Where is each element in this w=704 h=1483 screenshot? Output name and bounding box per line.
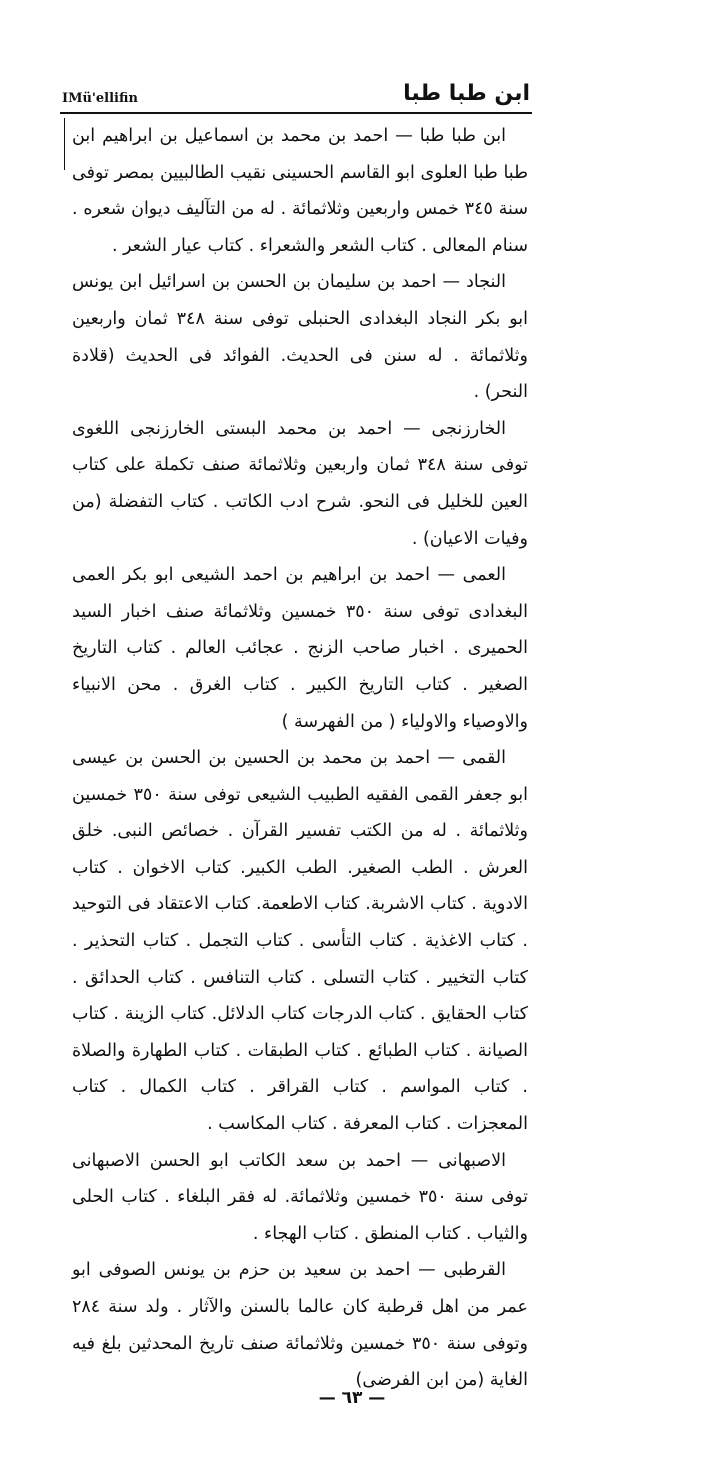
running-head-left: IMü'ellifin bbox=[62, 91, 138, 106]
running-head-right: ابن طبا طبا bbox=[403, 81, 530, 106]
entry-al-najjad bbox=[72, 264, 528, 410]
entry-al-ammi bbox=[72, 557, 528, 740]
page-body bbox=[72, 118, 528, 1399]
page-number: — ٦٣ — bbox=[318, 1388, 386, 1408]
entry-text: الاصبهانى — احمد بن سعد الكاتب ابو الحسن الاصبهانى توفى سنة ٣٥٠ خمسين وثلاثمائة. له فقر البلغاء . كتاب الحلى والثياب . كتاب المنطق . كتاب الهجاء . bbox=[72, 1150, 528, 1244]
entry-al-qurtubi bbox=[72, 1252, 528, 1398]
entry-text: القرطبى — احمد بن سعيد بن حزم بن يونس الصوفى ابو عمر من اهل قرطبة كان عالما بالسنن والآثار . ولد سنة ٢٨٤ وتوفى سنة ٣٥٠ خمسين وثلاثمائة صنف تاريخ المحدثين بلغ فيه الغاية (من ابن الفرضى) bbox=[72, 1260, 528, 1391]
entry-text: ابن طبا طبا — احمد بن محمد بن اسماعيل بن ابراهيم ابن طبا طبا العلوى ابو القاسم الحسينى نقيب الطالبيين بمصر توفى سنة ٣٤٥ خمس واربعين وثلاثمائة . له من التآليف ديوان شعره . سنام المعالى . كتاب الشعر والشعراء . كتاب عيار الشعر . bbox=[72, 126, 528, 256]
entry-text: النجاد — احمد بن سليمان بن الحسن بن اسرائيل ابن يونس ابو بكر النجاد البغدادى الحنبلى توفى سنة ٣٤٨ ثمان واربعين وثلاثمائة . له سنن فى الحديث. الفوائد فى الحديث (قلادة النحر) . bbox=[72, 272, 528, 403]
entry-text: الخارزنجى — احمد بن محمد البستى الخارزنجى اللغوى توفى سنة ٣٤٨ ثمان واربعين وثلاثمائة صنف تكملة على كتاب العين للخليل فى النحو. شرح ادب الكاتب . كتاب التفضلة (من وفيات الاعيان) . bbox=[72, 418, 528, 549]
header-rule bbox=[60, 112, 532, 114]
margin-rule bbox=[64, 118, 65, 170]
entry-ibn-tabataba bbox=[72, 118, 528, 264]
entry-al-kharzanji bbox=[72, 411, 528, 557]
entry-al-qummi bbox=[72, 740, 528, 1143]
entry-al-isbahani bbox=[72, 1143, 528, 1253]
entry-text: القمى — احمد بن محمد بن الحسين بن الحسن بن عيسى ابو جعفر القمى الفقيه الطبيب الشيعى توفى سنة ٣٥٠ خمسين وثلاثمائة . له من الكتب تفسير القرآن . خصائص النبى. خلق العرش . الطب الصغير. الطب الكبير. كتاب الاخوان . كتاب الادوية . كتاب الاشربة. كتاب الاطعمة. كتاب الاعتقاد فى التوحيد . كتاب الاغذية . كتاب التأسى . كتاب التجمل . كتاب التحذير . كتاب التخيير . كتاب التسلى . كتاب التنافس . كتاب الحدائق . كتاب الحقايق . كتاب الدرجات كتاب الدلائل. كتاب الزينة . كتاب الصيانة . كتاب الطبائع . كتاب الطبقات . كتاب الطهارة والصلاة . كتاب المواسم . كتاب القراقر . كتاب الكمال . كتاب المعجزات . كتاب المعرفة . كتاب المكاسب . bbox=[72, 748, 528, 1135]
page-header bbox=[62, 78, 530, 106]
entry-text: العمى — احمد بن ابراهيم بن احمد الشيعى ابو بكر العمى البغدادى توفى سنة ٣٥٠ خمسين وثلاثمائة صنف اخبار السيد الحميرى . اخبار صاحب الزنج . عجائب العالم . كتاب التاريخ الصغير . كتاب التاريخ الكبير . كتاب الغرق . محن الانبياء والاوصياء والاولياء ( من الفهرسة ) bbox=[72, 565, 528, 732]
